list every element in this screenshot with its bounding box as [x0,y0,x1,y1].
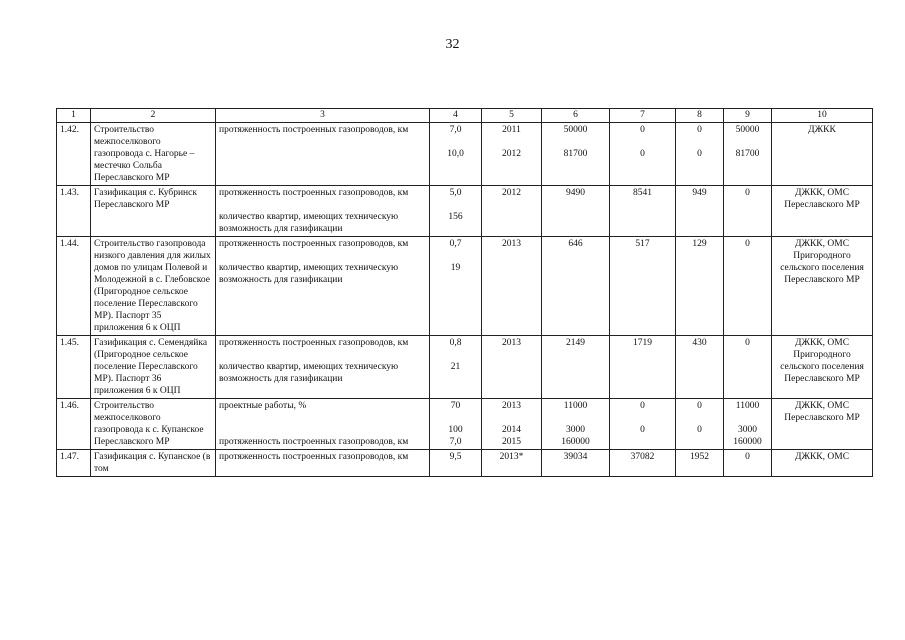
local-amount [724,123,772,186]
indicator [216,399,430,450]
executor: ДЖКК, ОМС Переславского МР [772,186,873,237]
year-line: 2015 [502,437,521,447]
indicator [216,237,430,336]
value-line: 10,0 [447,149,464,159]
amount-line: 3000 [566,425,585,435]
value-line: 19 [450,263,461,273]
federal-amount: 1719 [610,336,676,399]
total-amount [542,123,610,186]
indicator-line: протяженность построенных газопроводов, км [219,338,409,348]
local-amount: 0 [724,237,772,336]
row-number: 1.47. [57,450,91,477]
indicator-line: протяженность построенных газопроводов, км [219,239,409,249]
indicator-line: протяженность построенных газопроводов, км [219,125,409,135]
amount-line: 160000 [561,437,590,447]
value-line: 100 [448,425,463,435]
regional-amount: 949 [676,186,724,237]
column-header: 8 [676,109,724,123]
year [482,123,542,186]
column-header: 4 [430,109,482,123]
amount-line: 0 [697,401,702,411]
value-line: 7,0 [449,437,462,447]
project-name: Газификация с. Кубринск Переславского МР [91,186,216,237]
indicator-line: количество квартир, имеющих техническую возможность для газификации [219,263,399,285]
indicator [216,450,430,477]
indicator [216,123,430,186]
table-row [57,450,873,477]
total-amount: 646 [542,237,610,336]
indicator-value [430,399,482,450]
indicator-line: протяженность построенных газопроводов, км [219,188,409,198]
year-line: 2014 [502,425,521,435]
year: 2013 [482,237,542,336]
amount-line: 0 [640,401,645,411]
column-header: 1 [57,109,91,123]
executor: ДЖКК, ОМС Пригородного сельского поселения Переславского МР [772,336,873,399]
amount-line: 81700 [735,149,760,159]
regional-amount [676,399,724,450]
indicator-value: 9,5 [430,450,482,477]
row-number: 1.45. [57,336,91,399]
project-name: Газификация с. Купанское (в том [91,450,216,477]
year [482,399,542,450]
value-line: 0,8 [449,338,462,348]
column-header: 6 [542,109,610,123]
program-table [56,108,873,477]
table-row [57,336,873,399]
project-name: Строительство межпоселкового газопровода к с. Купанское Переславского МР [91,399,216,450]
year: 2012 [482,186,542,237]
column-header: 5 [482,109,542,123]
total-amount: 2149 [542,336,610,399]
value-line: 0,7 [449,239,462,249]
year-line: 2012 [502,149,521,159]
indicator-line: количество квартир, имеющих техническую возможность для газификации [219,212,399,234]
year: 2013* [482,450,542,477]
amount-line: 0 [697,125,702,135]
amount-line: 0 [640,125,645,135]
table-row [57,399,873,450]
row-number: 1.42. [57,123,91,186]
amount-line: 81700 [563,149,588,159]
table-row [57,186,873,237]
amount-line: 11000 [563,401,588,411]
project-name: Строительство газопровода низкого давления для жилых домов по улицам Полевой и Молодежной в с. Глебовское (Пригородное сельское поселение Переславского МР). Паспорт 35 приложения 6 к ОЦП [91,237,216,336]
amount-line: 160000 [733,437,762,447]
value-line: 5,0 [449,188,462,198]
indicator [216,186,430,237]
amount-line: 50000 [735,125,760,135]
column-header: 7 [610,109,676,123]
table-header-row [57,109,873,123]
page-number: 32 [445,37,460,52]
indicator-value [430,186,482,237]
row-number: 1.46. [57,399,91,450]
amount-line: 0 [697,149,702,159]
federal-amount: 517 [610,237,676,336]
value-line: 7,0 [449,125,462,135]
year-line: 2011 [502,125,521,135]
indicator-value [430,237,482,336]
local-amount [724,399,772,450]
total-amount: 39034 [542,450,610,477]
amount-line: 3000 [738,425,757,435]
local-amount: 0 [724,186,772,237]
amount-line: 0 [640,149,645,159]
value-line: 70 [450,401,461,411]
indicator-line: количество квартир, имеющих техническую возможность для газификации [219,362,399,384]
indicator-line: проектные работы, % [219,401,307,411]
year-line: 2013 [502,401,521,411]
indicator-line: протяженность построенных газопроводов, км [219,452,409,462]
regional-amount: 129 [676,237,724,336]
regional-amount [676,123,724,186]
executor: ДЖКК, ОМС Переславского МР [772,399,873,450]
project-name: Строительство межпоселкового газопровода с. Нагорье – местечко Сольба Переславского МР [91,123,216,186]
local-amount: 0 [724,450,772,477]
amount-line: 0 [697,425,702,435]
column-header: 9 [724,109,772,123]
federal-amount: 8541 [610,186,676,237]
regional-amount: 1952 [676,450,724,477]
row-number: 1.43. [57,186,91,237]
total-amount: 9490 [542,186,610,237]
column-header: 3 [216,109,430,123]
executor: ДЖКК, ОМС [772,450,873,477]
regional-amount: 430 [676,336,724,399]
year: 2013 [482,336,542,399]
indicator-value [430,123,482,186]
amount-line: 11000 [735,401,760,411]
local-amount: 0 [724,336,772,399]
row-number: 1.44. [57,237,91,336]
executor: ДЖКК, ОМС Пригородного сельского поселения Переславского МР [772,237,873,336]
table-row [57,237,873,336]
amount-line: 50000 [563,125,588,135]
project-name: Газификация с. Семендяйка (Пригородное сельское поселение Переславского МР). Паспорт 36 приложения 6 к ОЦП [91,336,216,399]
federal-amount [610,123,676,186]
indicator-value [430,336,482,399]
executor: ДЖКК [772,123,873,186]
indicator-line: протяженность построенных газопроводов, км [219,437,409,447]
value-line: 21 [450,362,461,372]
total-amount [542,399,610,450]
value-line: 156 [448,212,463,222]
amount-line: 0 [640,425,645,435]
column-header: 10 [772,109,873,123]
table-row [57,123,873,186]
indicator [216,336,430,399]
column-header: 2 [91,109,216,123]
federal-amount: 37082 [610,450,676,477]
federal-amount [610,399,676,450]
